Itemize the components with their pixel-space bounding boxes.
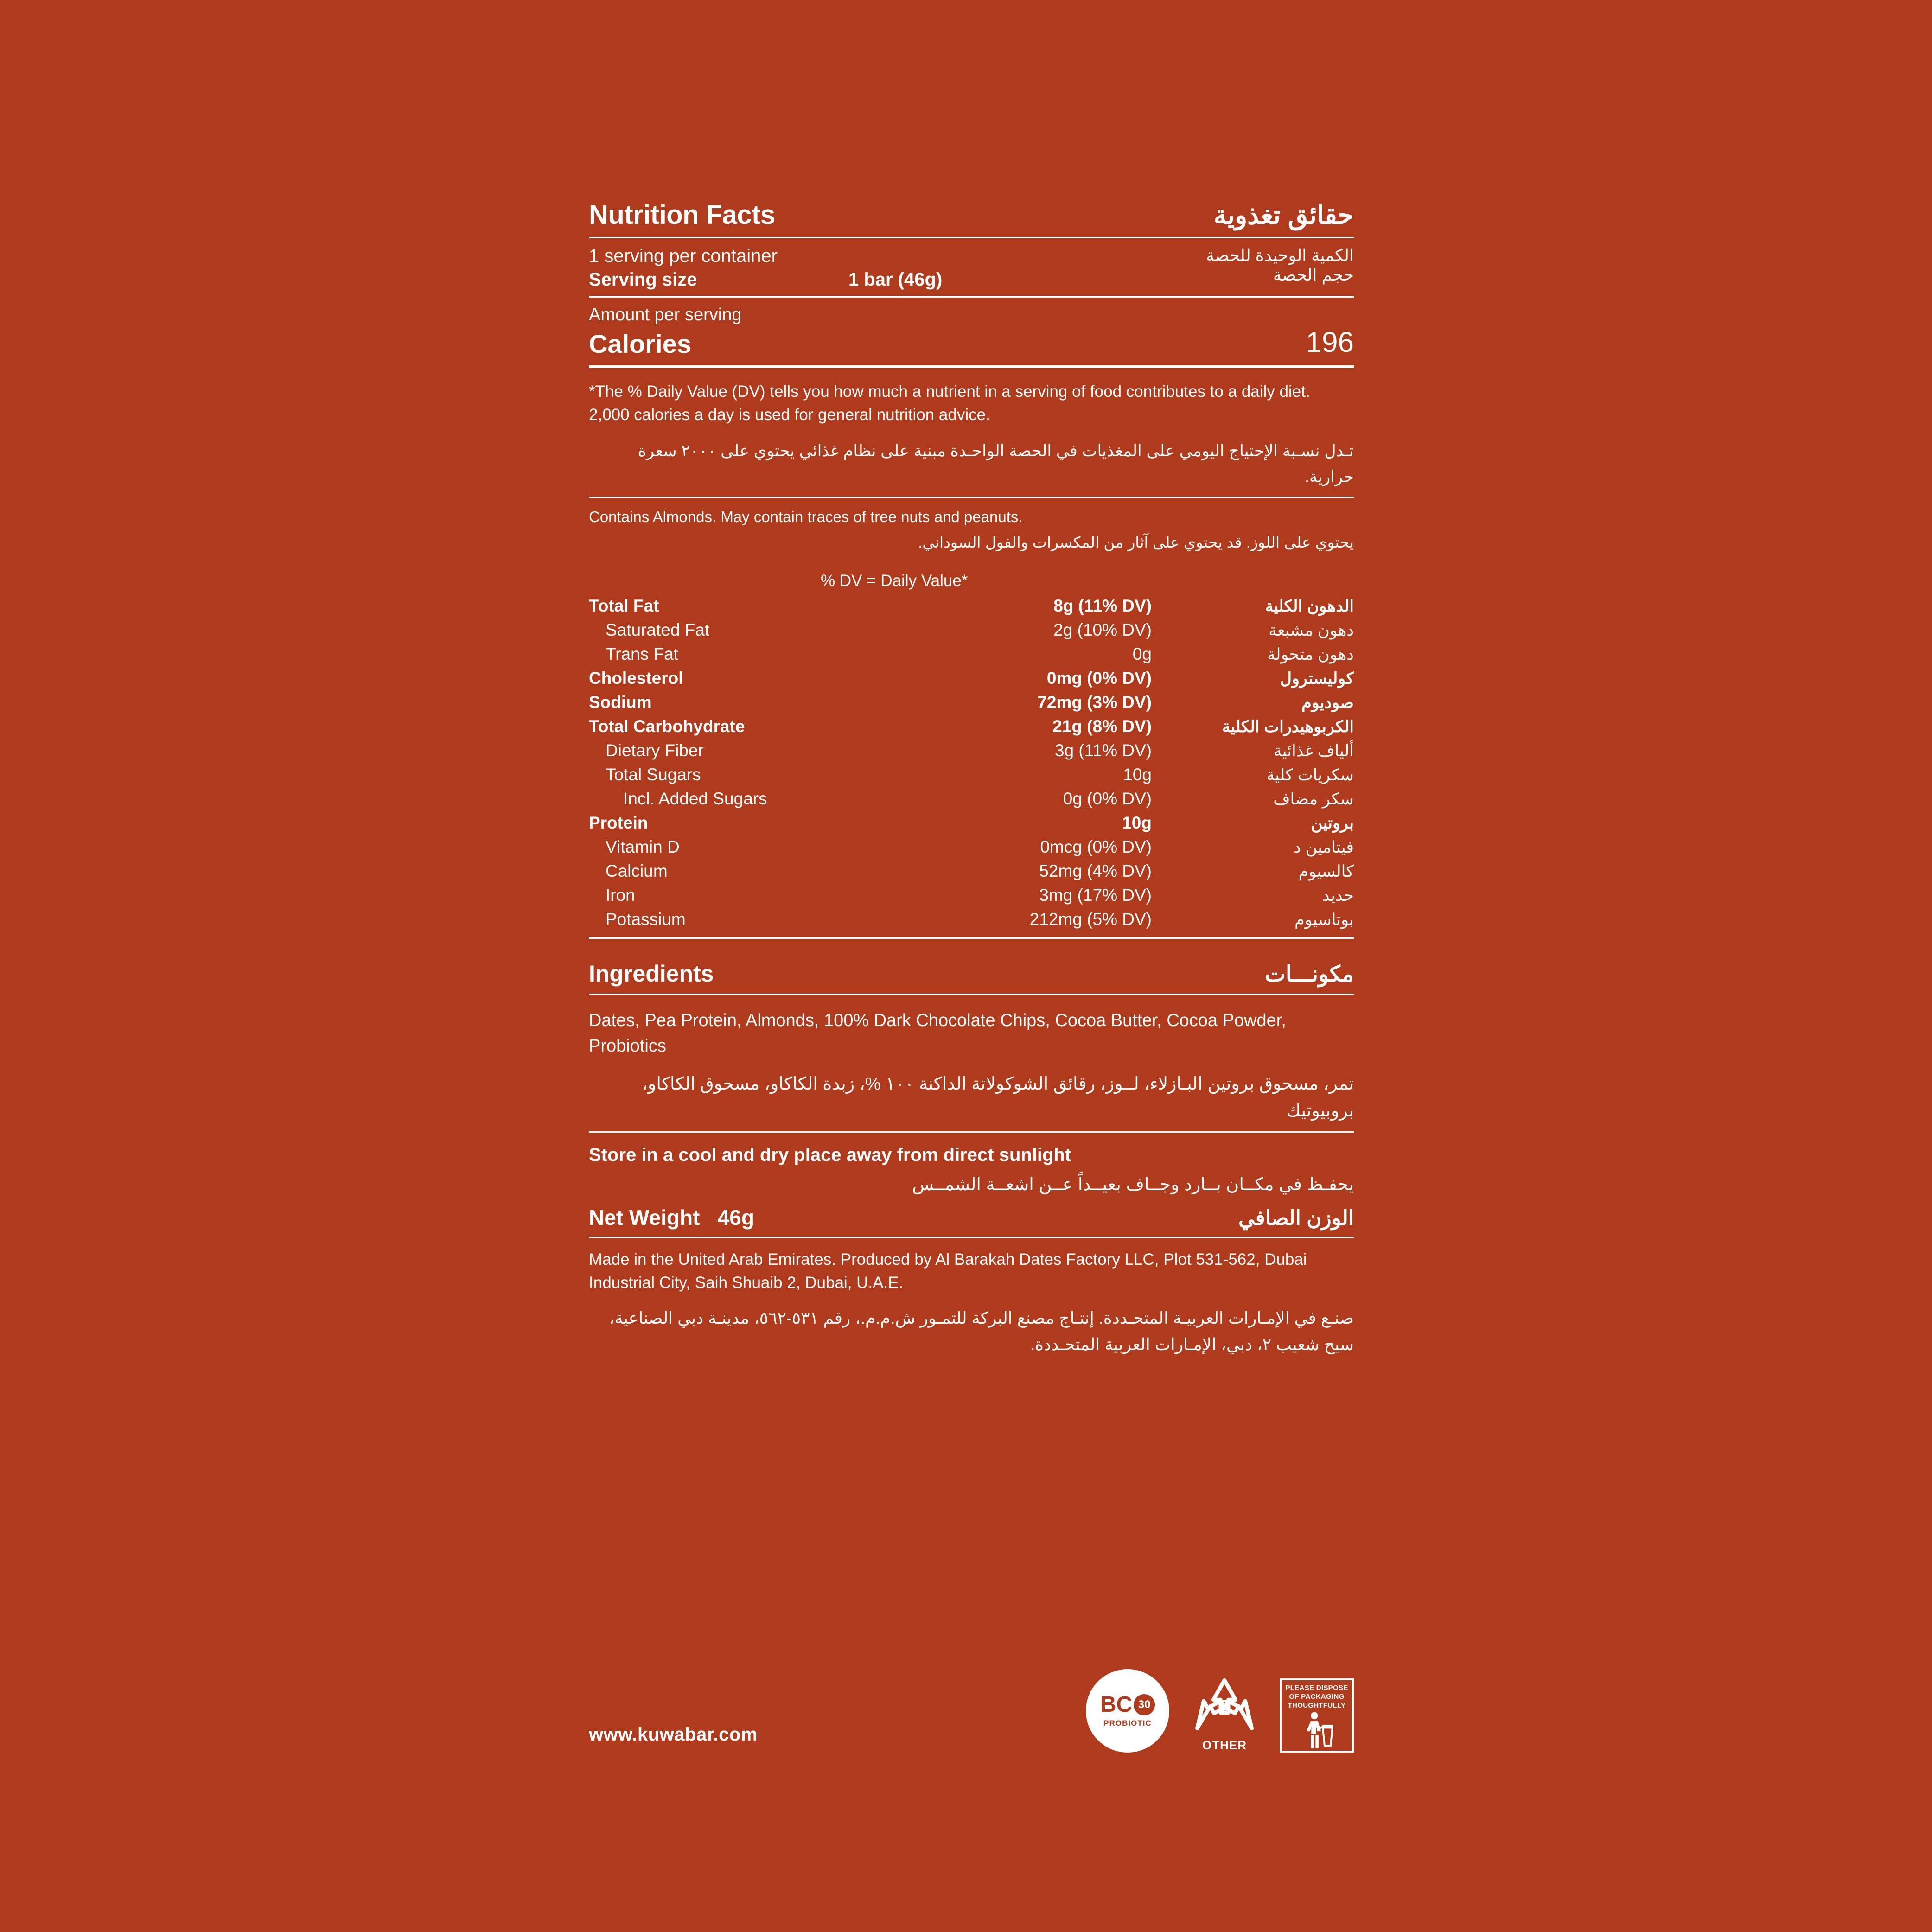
nutrient-name-ar: كوليسترول [1280, 670, 1354, 688]
nutrient-name-en: Saturated Fat [606, 620, 710, 640]
certification-marks [1086, 1669, 1354, 1753]
allergen-statement-en: Contains Almonds. May contain traces of tree nuts and peanuts. [589, 508, 1023, 526]
dispose-line-1: PLEASE DISPOSE [1285, 1684, 1348, 1692]
amount-per-serving-label: Amount per serving [589, 305, 742, 325]
nutrient-name-en: Vitamin D [606, 837, 680, 857]
ingredients-heading-ar: مكونـــات [1264, 962, 1354, 987]
nutrient-value: 0mg (0% DV) [1046, 669, 1152, 688]
serving-size-value-en: 1 bar (46g) [848, 269, 943, 290]
dispose-line-2: OF PACKAGING [1289, 1692, 1345, 1701]
nutrient-name-en: Trans Fat [606, 644, 678, 664]
allergen-statement-ar: يحتوي على اللوز. قد يحتوي على آثار من المكسرات والفول السوداني. [918, 534, 1354, 551]
dispose-thoughtfully-icon [1280, 1678, 1354, 1753]
ingredients-text-ar: تمر، مسحوق بروتين البـازلاء، لــوز، رقائق الشوكولاتة الداكنة ١٠٠ %، زبدة الكاكاو، مسحوق الكاكاو، بروبيوتيك [642, 1074, 1354, 1121]
nutrient-row [589, 666, 1354, 690]
net-weight-ar: الوزن الصافي [1238, 1207, 1354, 1230]
nutrient-row [589, 594, 1354, 618]
nutrient-row [589, 690, 1354, 714]
nutrition-facts-title-en: Nutrition Facts [589, 200, 775, 230]
nutrient-name-ar: فيتامين د [1294, 838, 1354, 857]
manufacturer-info-ar: صنـع في الإمـارات العربيـة المتحـددة. إنتـاج مصنع البركة للتمـور ش.م.م.، رقم ٥٣١-٥٦٢، مدينـة دبي الصناعية، سيح شعيب ٢، دبي، الإمـارات العربية المتحـددة. [609, 1308, 1354, 1354]
recycle-icon [1185, 1669, 1264, 1753]
nutrient-name-ar: الكربوهيدرات الكلية [1222, 718, 1354, 736]
nutrient-row [589, 835, 1354, 859]
nutrient-name-ar: دهون مشبعة [1269, 621, 1354, 640]
nutrient-name-en: Total Carbohydrate [589, 717, 745, 736]
nutrient-value: 3mg (17% DV) [1039, 886, 1152, 905]
divider-dv-note [589, 497, 1354, 498]
nutrient-value: 2g (10% DV) [1053, 620, 1152, 640]
ingredients-heading-en: Ingredients [589, 961, 714, 987]
nutrient-value: 21g (8% DV) [1052, 717, 1152, 736]
website-link[interactable]: www.kuwabar.com [589, 1724, 758, 1745]
nutrient-value: 72mg (3% DV) [1037, 693, 1152, 712]
nutrient-row [589, 907, 1354, 931]
nutrient-name-en: Iron [606, 886, 635, 905]
nutrient-value: 10g [1123, 765, 1152, 784]
nutrient-value: 212mg (5% DV) [1029, 910, 1152, 929]
daily-value-note-ar: تـدل نسـبة الإحتياج اليومي على المغذيات في الحصة الواحـدة مبنية على نظام غذائي يحتوي على ٢٠٠٠ سعرة حرارية. [638, 442, 1354, 486]
nutrient-name-en: Calcium [606, 861, 668, 881]
footer [589, 1632, 1354, 1753]
nutrient-row [589, 739, 1354, 763]
serving-size-label-ar: حجم الحصة [1273, 265, 1354, 284]
nutrient-name-en: Cholesterol [589, 669, 683, 688]
bc30-subtitle: PROBIOTIC [1103, 1719, 1152, 1728]
divider-ingredients [589, 994, 1354, 995]
nutrient-row [589, 883, 1354, 907]
nutrient-row [589, 811, 1354, 835]
nutrient-table [589, 594, 1354, 931]
nutrient-name-en: Protein [589, 813, 648, 833]
nutrient-name-ar: ألياف غذائية [1273, 742, 1354, 760]
divider-title [589, 237, 1354, 238]
nutrient-name-ar: كالسيوم [1298, 862, 1354, 881]
manufacturer-info-en: Made in the United Arab Emirates. Produced by Al Barakah Dates Factory LLC, Plot 531-562, Dubai Industrial City, Saih Shuaib 2, Dubai, U.A.E. [589, 1250, 1307, 1292]
net-weight-en [589, 1205, 754, 1230]
nutrient-value: 8g (11% DV) [1053, 596, 1152, 616]
dispose-line-3: THOUGHTFULLY [1288, 1701, 1346, 1709]
tidyman-icon [1297, 1711, 1336, 1751]
net-weight-label-en: Net Weight [589, 1205, 700, 1230]
nutrient-row [589, 642, 1354, 666]
nutrition-facts-title-ar: حقائق تغذوية [1213, 200, 1354, 230]
nutrient-value: 52mg (4% DV) [1039, 861, 1152, 881]
nutrient-name-ar: سكر مضاف [1273, 790, 1354, 809]
nutrient-name-en: Total Sugars [606, 765, 701, 784]
nutrient-row [589, 859, 1354, 883]
divider-net-weight [589, 1237, 1354, 1238]
ingredients-heading-row [589, 960, 1354, 987]
nutrition-facts-title-row [589, 199, 1354, 230]
nutrient-name-ar: بوتاسيوم [1294, 911, 1354, 929]
recycle-label: OTHER [1202, 1738, 1247, 1752]
net-weight-row [589, 1205, 1354, 1230]
divider-storage [589, 1131, 1354, 1133]
nutrient-name-en: Incl. Added Sugars [623, 789, 767, 809]
nutrient-name-ar: الدهون الكلية [1265, 597, 1354, 616]
servings-per-container-ar: الكمية الوحيدة للحصة [1206, 246, 1354, 265]
divider-serving [589, 296, 1354, 298]
nutrient-value: 0g (0% DV) [1063, 789, 1152, 809]
nutrient-name-ar: سكريات كلية [1266, 766, 1354, 784]
nutrient-value: 10g [1122, 813, 1152, 833]
nutrient-name-ar: صوديوم [1301, 694, 1354, 712]
storage-instruction-en: Store in a cool and dry place away from direct sunlight [589, 1145, 1071, 1166]
storage-instruction-ar: يحفـظ في مكــان بــارد وجــاف بعيــداً عــن اشعــة الشمــس [912, 1175, 1354, 1195]
bc30-brand-text: BC [1100, 1692, 1133, 1717]
divider-calories [589, 365, 1354, 368]
nutrient-row [589, 618, 1354, 642]
nutrient-name-en: Potassium [606, 910, 686, 929]
divider-nutrients [589, 937, 1354, 939]
nutrient-name-en: Total Fat [589, 596, 659, 616]
nutrient-row [589, 714, 1354, 739]
ingredients-text-en: Dates, Pea Protein, Almonds, 100% Dark Chocolate Chips, Cocoa Butter, Cocoa Powder, Probiotics [589, 1011, 1286, 1056]
calories-label: Calories [589, 329, 691, 358]
daily-value-header: % DV = Daily Value* [821, 572, 968, 590]
nutrition-panel [589, 199, 1354, 1358]
bc30-number: 30 [1134, 1694, 1155, 1715]
nutrient-row [589, 763, 1354, 787]
nutrient-value: 0mcg (0% DV) [1040, 837, 1152, 857]
net-weight-value: 46g [717, 1205, 754, 1230]
nutrient-name-ar: حديد [1322, 886, 1354, 905]
daily-value-note-en: *The % Daily Value (DV) tells you how much a nutrient in a serving of food contributes to a daily diet. 2,000 calories a day is used for general nutrition advice. [589, 383, 1310, 424]
nutrient-name-en: Sodium [589, 693, 652, 712]
servings-per-container-en: 1 serving per container [589, 246, 778, 266]
bc30-probiotic-icon [1086, 1669, 1169, 1753]
nutrient-value: 0g [1132, 644, 1152, 664]
nutrient-name-ar: دهون متحولة [1267, 645, 1354, 664]
serving-size-label-en: Serving size [589, 269, 697, 290]
calories-row [589, 326, 1354, 359]
nutrient-name-en: Dietary Fiber [606, 741, 704, 760]
calories-value: 196 [1306, 326, 1354, 358]
serving-block [589, 246, 1354, 290]
nutrient-name-ar: بروتين [1311, 814, 1354, 833]
recycle-number: 7 [1219, 1696, 1230, 1717]
nutrient-row [589, 787, 1354, 811]
nutrient-value: 3g (11% DV) [1054, 741, 1152, 760]
